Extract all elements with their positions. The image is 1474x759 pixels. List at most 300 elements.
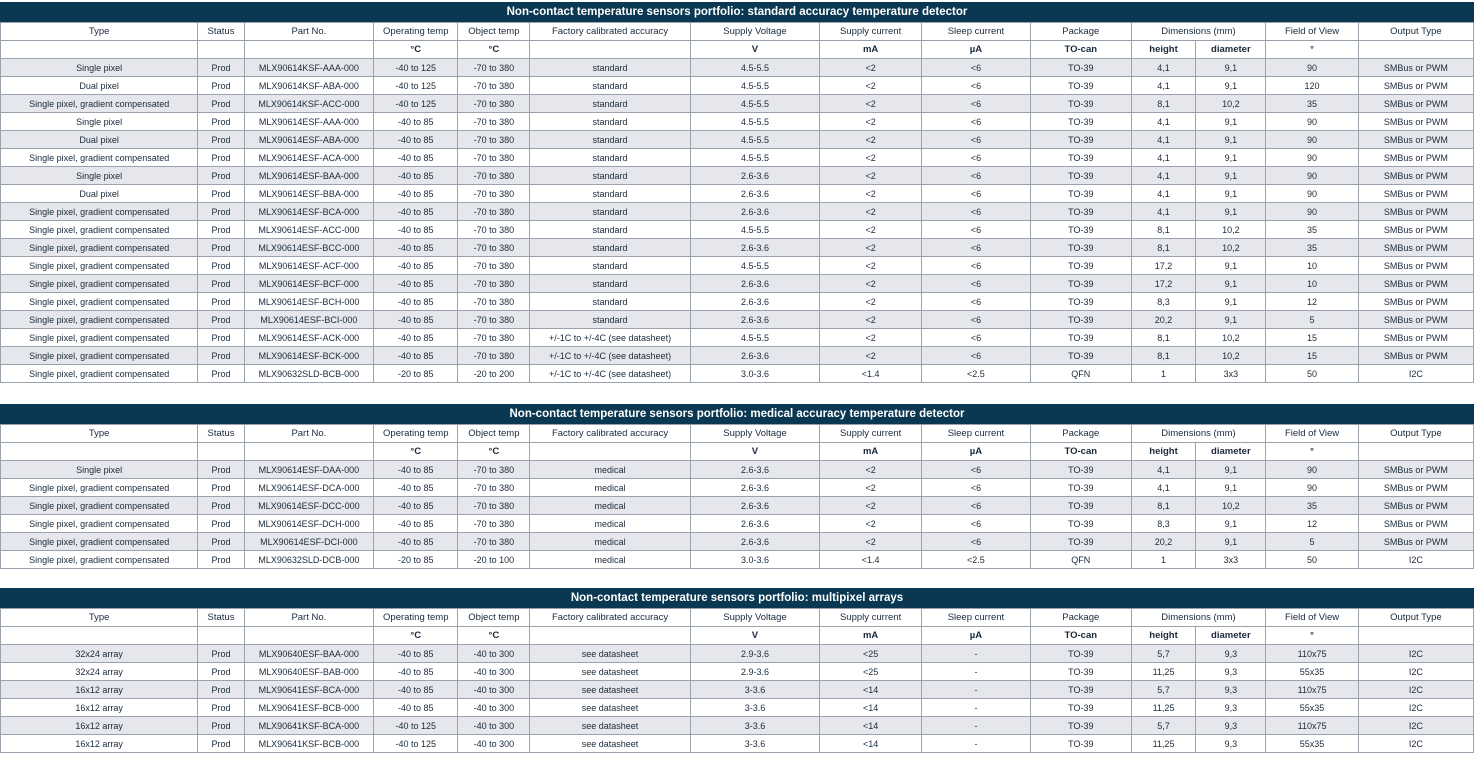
column-header: Status xyxy=(198,609,244,627)
cell-accuracy: standard xyxy=(530,275,690,293)
unit-cell xyxy=(1358,41,1473,59)
cell-status: Prod xyxy=(198,533,244,551)
cell-package: TO-39 xyxy=(1030,185,1131,203)
cell-object-temp: -70 to 380 xyxy=(458,185,530,203)
cell-field-of-view: 5 xyxy=(1266,311,1359,329)
cell-object-temp: -40 to 300 xyxy=(458,699,530,717)
cell-object-temp: -70 to 380 xyxy=(458,533,530,551)
cell-type: Single pixel, gradient compensated xyxy=(1,515,198,533)
cell-operating-temp: -40 to 125 xyxy=(374,77,458,95)
cell-field-of-view: 90 xyxy=(1266,479,1359,497)
portfolio-section-2 xyxy=(0,404,1474,569)
cell-supply-voltage: 2.6-3.6 xyxy=(690,479,820,497)
cell-dim-diameter: 9,1 xyxy=(1196,113,1266,131)
cell-accuracy: medical xyxy=(530,533,690,551)
unit-row xyxy=(1,41,1474,59)
column-header: Output Type xyxy=(1358,609,1473,627)
table-row xyxy=(1,461,1474,479)
cell-supply-voltage: 3.0-3.6 xyxy=(690,551,820,569)
cell-supply-voltage: 4.5-5.5 xyxy=(690,131,820,149)
cell-type: 32x24 array xyxy=(1,663,198,681)
cell-dim-diameter: 9,1 xyxy=(1196,311,1266,329)
table-row xyxy=(1,59,1474,77)
cell-dim-height: 17,2 xyxy=(1131,275,1196,293)
unit-cell: V xyxy=(690,41,820,59)
cell-part-no: MLX90614ESF-ABA-000 xyxy=(244,131,374,149)
cell-sleep-current: <6 xyxy=(921,257,1030,275)
unit-cell: µA xyxy=(921,41,1030,59)
table-row xyxy=(1,275,1474,293)
column-header: Status xyxy=(198,425,244,443)
unit-cell: mA xyxy=(820,627,922,645)
cell-type: Single pixel xyxy=(1,167,198,185)
cell-part-no: MLX90614ESF-AAA-000 xyxy=(244,113,374,131)
cell-supply-current: <2 xyxy=(820,497,922,515)
cell-sleep-current: - xyxy=(921,645,1030,663)
cell-operating-temp: -40 to 85 xyxy=(374,479,458,497)
cell-object-temp: -70 to 380 xyxy=(458,149,530,167)
cell-sleep-current: <6 xyxy=(921,515,1030,533)
table-row xyxy=(1,699,1474,717)
unit-row xyxy=(1,627,1474,645)
cell-package: TO-39 xyxy=(1030,533,1131,551)
cell-field-of-view: 90 xyxy=(1266,131,1359,149)
unit-cell: V xyxy=(690,627,820,645)
cell-output-type: SMBus or PWM xyxy=(1358,59,1473,77)
cell-object-temp: -70 to 380 xyxy=(458,239,530,257)
unit-cell: TO-can xyxy=(1030,627,1131,645)
cell-field-of-view: 35 xyxy=(1266,95,1359,113)
cell-supply-current: <14 xyxy=(820,735,922,753)
cell-field-of-view: 90 xyxy=(1266,203,1359,221)
unit-cell: diameter xyxy=(1196,627,1266,645)
cell-status: Prod xyxy=(198,347,244,365)
cell-output-type: SMBus or PWM xyxy=(1358,77,1473,95)
cell-supply-voltage: 3-3.6 xyxy=(690,735,820,753)
cell-dim-diameter: 9,3 xyxy=(1196,699,1266,717)
unit-cell xyxy=(1358,443,1473,461)
column-header: Supply Voltage xyxy=(690,609,820,627)
header-row xyxy=(1,23,1474,41)
cell-supply-voltage: 2.6-3.6 xyxy=(690,185,820,203)
cell-field-of-view: 5 xyxy=(1266,533,1359,551)
cell-sleep-current: <6 xyxy=(921,113,1030,131)
cell-dim-height: 4,1 xyxy=(1131,167,1196,185)
cell-supply-current: <14 xyxy=(820,681,922,699)
cell-supply-current: <2 xyxy=(820,131,922,149)
cell-supply-current: <2 xyxy=(820,533,922,551)
cell-package: TO-39 xyxy=(1030,293,1131,311)
cell-dim-diameter: 9,1 xyxy=(1196,167,1266,185)
unit-cell: °C xyxy=(374,443,458,461)
cell-object-temp: -70 to 380 xyxy=(458,131,530,149)
cell-type: Single pixel xyxy=(1,59,198,77)
cell-dim-height: 4,1 xyxy=(1131,185,1196,203)
cell-operating-temp: -40 to 85 xyxy=(374,533,458,551)
cell-supply-voltage: 2.6-3.6 xyxy=(690,275,820,293)
cell-supply-voltage: 4.5-5.5 xyxy=(690,329,820,347)
cell-object-temp: -70 to 380 xyxy=(458,311,530,329)
cell-supply-current: <2 xyxy=(820,113,922,131)
table-row xyxy=(1,131,1474,149)
cell-part-no: MLX90614ESF-BCA-000 xyxy=(244,203,374,221)
cell-sleep-current: <6 xyxy=(921,311,1030,329)
cell-package: TO-39 xyxy=(1030,77,1131,95)
column-header: Operating temp xyxy=(374,609,458,627)
cell-dim-height: 4,1 xyxy=(1131,113,1196,131)
cell-package: TO-39 xyxy=(1030,311,1131,329)
cell-dim-height: 8,3 xyxy=(1131,515,1196,533)
cell-accuracy: standard xyxy=(530,257,690,275)
cell-type: Single pixel xyxy=(1,461,198,479)
cell-part-no: MLX90614ESF-BCK-000 xyxy=(244,347,374,365)
cell-dim-height: 8,1 xyxy=(1131,221,1196,239)
cell-supply-current: <2 xyxy=(820,515,922,533)
unit-cell: °C xyxy=(374,627,458,645)
spec-table xyxy=(0,424,1474,569)
cell-field-of-view: 50 xyxy=(1266,551,1359,569)
cell-output-type: SMBus or PWM xyxy=(1358,479,1473,497)
cell-supply-voltage: 2.6-3.6 xyxy=(690,203,820,221)
cell-status: Prod xyxy=(198,681,244,699)
column-header: Supply Voltage xyxy=(690,425,820,443)
cell-output-type: I2C xyxy=(1358,681,1473,699)
section-title: Non-contact temperature sensors portfolio: standard accuracy temperature detector xyxy=(0,2,1474,22)
header-row xyxy=(1,609,1474,627)
spec-table xyxy=(0,608,1474,753)
cell-package: QFN xyxy=(1030,365,1131,383)
cell-operating-temp: -40 to 85 xyxy=(374,167,458,185)
unit-cell xyxy=(244,627,374,645)
cell-type: Dual pixel xyxy=(1,131,198,149)
cell-field-of-view: 90 xyxy=(1266,59,1359,77)
cell-dim-diameter: 9,1 xyxy=(1196,479,1266,497)
cell-dim-diameter: 10,2 xyxy=(1196,329,1266,347)
column-header: Factory calibrated accuracy xyxy=(530,609,690,627)
cell-dim-diameter: 10,2 xyxy=(1196,239,1266,257)
cell-dim-height: 20,2 xyxy=(1131,533,1196,551)
cell-sleep-current: <6 xyxy=(921,497,1030,515)
cell-operating-temp: -40 to 85 xyxy=(374,275,458,293)
cell-package: TO-39 xyxy=(1030,113,1131,131)
unit-cell: TO-can xyxy=(1030,41,1131,59)
cell-sleep-current: <6 xyxy=(921,185,1030,203)
cell-part-no: MLX90614ESF-BCI-000 xyxy=(244,311,374,329)
cell-sleep-current: <6 xyxy=(921,221,1030,239)
cell-sleep-current: <6 xyxy=(921,77,1030,95)
cell-package: TO-39 xyxy=(1030,59,1131,77)
cell-field-of-view: 110x75 xyxy=(1266,681,1359,699)
table-row xyxy=(1,221,1474,239)
cell-output-type: SMBus or PWM xyxy=(1358,275,1473,293)
table-row xyxy=(1,113,1474,131)
cell-package: TO-39 xyxy=(1030,515,1131,533)
cell-package: TO-39 xyxy=(1030,497,1131,515)
cell-dim-height: 20,2 xyxy=(1131,311,1196,329)
cell-dim-height: 5,7 xyxy=(1131,681,1196,699)
cell-accuracy: standard xyxy=(530,311,690,329)
cell-status: Prod xyxy=(198,113,244,131)
cell-field-of-view: 10 xyxy=(1266,257,1359,275)
cell-part-no: MLX90614ESF-BCF-000 xyxy=(244,275,374,293)
cell-field-of-view: 90 xyxy=(1266,461,1359,479)
column-header: Supply Voltage xyxy=(690,23,820,41)
cell-output-type: SMBus or PWM xyxy=(1358,185,1473,203)
table-row xyxy=(1,365,1474,383)
unit-cell: mA xyxy=(820,41,922,59)
column-header: Supply current xyxy=(820,609,922,627)
column-header: Sleep current xyxy=(921,425,1030,443)
column-header: Part No. xyxy=(244,23,374,41)
cell-supply-current: <2 xyxy=(820,149,922,167)
cell-field-of-view: 55x35 xyxy=(1266,699,1359,717)
cell-sleep-current: - xyxy=(921,663,1030,681)
cell-output-type: I2C xyxy=(1358,735,1473,753)
unit-cell xyxy=(198,627,244,645)
section-title: Non-contact temperature sensors portfolio: medical accuracy temperature detector xyxy=(0,404,1474,424)
cell-object-temp: -40 to 300 xyxy=(458,735,530,753)
unit-row xyxy=(1,443,1474,461)
cell-supply-voltage: 2.6-3.6 xyxy=(690,167,820,185)
cell-output-type: SMBus or PWM xyxy=(1358,311,1473,329)
cell-field-of-view: 50 xyxy=(1266,365,1359,383)
cell-dim-height: 11,25 xyxy=(1131,699,1196,717)
cell-accuracy: standard xyxy=(530,59,690,77)
portfolio-section-1 xyxy=(0,2,1474,383)
cell-sleep-current: <6 xyxy=(921,203,1030,221)
cell-type: Single pixel, gradient compensated xyxy=(1,275,198,293)
cell-package: TO-39 xyxy=(1030,461,1131,479)
cell-accuracy: medical xyxy=(530,461,690,479)
unit-cell: µA xyxy=(921,627,1030,645)
cell-sleep-current: <6 xyxy=(921,329,1030,347)
cell-output-type: I2C xyxy=(1358,645,1473,663)
cell-package: TO-39 xyxy=(1030,329,1131,347)
column-header: Dimensions (mm) xyxy=(1131,425,1266,443)
unit-cell xyxy=(198,41,244,59)
cell-sleep-current: <6 xyxy=(921,533,1030,551)
cell-package: TO-39 xyxy=(1030,221,1131,239)
cell-supply-voltage: 2.9-3.6 xyxy=(690,645,820,663)
cell-part-no: MLX90614ESF-DCA-000 xyxy=(244,479,374,497)
cell-accuracy: standard xyxy=(530,167,690,185)
cell-type: Single pixel, gradient compensated xyxy=(1,479,198,497)
cell-status: Prod xyxy=(198,293,244,311)
cell-type: 16x12 array xyxy=(1,699,198,717)
cell-operating-temp: -40 to 85 xyxy=(374,311,458,329)
cell-supply-current: <14 xyxy=(820,699,922,717)
cell-supply-current: <2 xyxy=(820,293,922,311)
cell-part-no: MLX90614ESF-DCC-000 xyxy=(244,497,374,515)
cell-supply-voltage: 4.5-5.5 xyxy=(690,149,820,167)
cell-dim-height: 8,1 xyxy=(1131,239,1196,257)
cell-dim-height: 8,1 xyxy=(1131,95,1196,113)
cell-operating-temp: -40 to 125 xyxy=(374,59,458,77)
cell-output-type: SMBus or PWM xyxy=(1358,239,1473,257)
cell-field-of-view: 90 xyxy=(1266,149,1359,167)
unit-cell xyxy=(530,41,690,59)
table-row xyxy=(1,347,1474,365)
cell-status: Prod xyxy=(198,239,244,257)
table-row xyxy=(1,167,1474,185)
column-header: Operating temp xyxy=(374,425,458,443)
cell-package: TO-39 xyxy=(1030,645,1131,663)
cell-type: Single pixel, gradient compensated xyxy=(1,95,198,113)
cell-part-no: MLX90614KSF-AAA-000 xyxy=(244,59,374,77)
cell-sleep-current: <2.5 xyxy=(921,551,1030,569)
cell-accuracy: medical xyxy=(530,551,690,569)
cell-package: TO-39 xyxy=(1030,95,1131,113)
cell-package: TO-39 xyxy=(1030,149,1131,167)
column-header: Package xyxy=(1030,425,1131,443)
cell-operating-temp: -40 to 85 xyxy=(374,699,458,717)
cell-dim-diameter: 9,3 xyxy=(1196,681,1266,699)
cell-part-no: MLX90614ESF-ACA-000 xyxy=(244,149,374,167)
cell-type: Single pixel, gradient compensated xyxy=(1,551,198,569)
cell-type: Dual pixel xyxy=(1,185,198,203)
table-row xyxy=(1,551,1474,569)
unit-cell: TO-can xyxy=(1030,443,1131,461)
cell-supply-voltage: 3.0-3.6 xyxy=(690,365,820,383)
cell-supply-current: <25 xyxy=(820,645,922,663)
cell-accuracy: standard xyxy=(530,113,690,131)
table-row xyxy=(1,717,1474,735)
cell-field-of-view: 110x75 xyxy=(1266,717,1359,735)
cell-type: Dual pixel xyxy=(1,77,198,95)
cell-status: Prod xyxy=(198,149,244,167)
cell-package: TO-39 xyxy=(1030,479,1131,497)
cell-field-of-view: 35 xyxy=(1266,497,1359,515)
cell-dim-diameter: 9,3 xyxy=(1196,663,1266,681)
cell-supply-voltage: 2.6-3.6 xyxy=(690,311,820,329)
cell-supply-voltage: 2.6-3.6 xyxy=(690,461,820,479)
cell-operating-temp: -40 to 85 xyxy=(374,329,458,347)
table-row xyxy=(1,533,1474,551)
cell-output-type: I2C xyxy=(1358,717,1473,735)
cell-operating-temp: -40 to 85 xyxy=(374,347,458,365)
cell-dim-height: 17,2 xyxy=(1131,257,1196,275)
cell-operating-temp: -40 to 85 xyxy=(374,461,458,479)
cell-sleep-current: <6 xyxy=(921,461,1030,479)
cell-accuracy: see datasheet xyxy=(530,663,690,681)
cell-output-type: SMBus or PWM xyxy=(1358,113,1473,131)
cell-object-temp: -70 to 380 xyxy=(458,257,530,275)
cell-object-temp: -20 to 200 xyxy=(458,365,530,383)
cell-dim-diameter: 9,3 xyxy=(1196,735,1266,753)
cell-supply-current: <2 xyxy=(820,239,922,257)
cell-object-temp: -70 to 380 xyxy=(458,479,530,497)
cell-supply-voltage: 2.6-3.6 xyxy=(690,239,820,257)
cell-supply-current: <2 xyxy=(820,347,922,365)
cell-part-no: MLX90641KSF-BCA-000 xyxy=(244,717,374,735)
cell-supply-current: <1.4 xyxy=(820,365,922,383)
cell-status: Prod xyxy=(198,735,244,753)
cell-status: Prod xyxy=(198,717,244,735)
cell-dim-height: 1 xyxy=(1131,551,1196,569)
cell-supply-current: <1.4 xyxy=(820,551,922,569)
cell-status: Prod xyxy=(198,95,244,113)
cell-type: 32x24 array xyxy=(1,645,198,663)
cell-supply-voltage: 4.5-5.5 xyxy=(690,95,820,113)
unit-cell: ° xyxy=(1266,627,1359,645)
unit-cell: °C xyxy=(458,443,530,461)
cell-part-no: MLX90614ESF-DCH-000 xyxy=(244,515,374,533)
cell-dim-diameter: 9,1 xyxy=(1196,293,1266,311)
table-row xyxy=(1,239,1474,257)
cell-output-type: SMBus or PWM xyxy=(1358,293,1473,311)
cell-status: Prod xyxy=(198,461,244,479)
cell-output-type: SMBus or PWM xyxy=(1358,533,1473,551)
table-row xyxy=(1,77,1474,95)
cell-output-type: SMBus or PWM xyxy=(1358,167,1473,185)
cell-part-no: MLX90614ESF-DAA-000 xyxy=(244,461,374,479)
cell-supply-voltage: 3-3.6 xyxy=(690,681,820,699)
cell-type: Single pixel, gradient compensated xyxy=(1,533,198,551)
cell-accuracy: see datasheet xyxy=(530,717,690,735)
cell-status: Prod xyxy=(198,645,244,663)
cell-output-type: SMBus or PWM xyxy=(1358,257,1473,275)
cell-field-of-view: 15 xyxy=(1266,347,1359,365)
table-row xyxy=(1,257,1474,275)
cell-dim-height: 8,1 xyxy=(1131,329,1196,347)
cell-sleep-current: <6 xyxy=(921,167,1030,185)
cell-dim-height: 4,1 xyxy=(1131,461,1196,479)
cell-operating-temp: -40 to 85 xyxy=(374,663,458,681)
unit-cell xyxy=(1,443,198,461)
unit-cell xyxy=(244,41,374,59)
cell-supply-current: <2 xyxy=(820,275,922,293)
unit-cell xyxy=(530,443,690,461)
cell-sleep-current: <6 xyxy=(921,131,1030,149)
cell-type: Single pixel, gradient compensated xyxy=(1,149,198,167)
column-header: Package xyxy=(1030,609,1131,627)
cell-dim-diameter: 9,1 xyxy=(1196,257,1266,275)
unit-cell xyxy=(1358,627,1473,645)
cell-status: Prod xyxy=(198,497,244,515)
cell-supply-current: <2 xyxy=(820,221,922,239)
cell-package: TO-39 xyxy=(1030,167,1131,185)
cell-status: Prod xyxy=(198,365,244,383)
cell-operating-temp: -40 to 85 xyxy=(374,131,458,149)
cell-accuracy: +/-1C to +/-4C (see datasheet) xyxy=(530,347,690,365)
cell-dim-diameter: 9,1 xyxy=(1196,77,1266,95)
cell-output-type: SMBus or PWM xyxy=(1358,95,1473,113)
cell-package: TO-39 xyxy=(1030,347,1131,365)
cell-accuracy: standard xyxy=(530,203,690,221)
cell-supply-voltage: 3-3.6 xyxy=(690,717,820,735)
cell-status: Prod xyxy=(198,329,244,347)
cell-type: Single pixel, gradient compensated xyxy=(1,239,198,257)
cell-type: Single pixel, gradient compensated xyxy=(1,311,198,329)
cell-sleep-current: <6 xyxy=(921,95,1030,113)
unit-cell: height xyxy=(1131,41,1196,59)
column-header: Type xyxy=(1,609,198,627)
cell-dim-diameter: 9,1 xyxy=(1196,533,1266,551)
cell-supply-current: <2 xyxy=(820,185,922,203)
table-row xyxy=(1,203,1474,221)
cell-operating-temp: -40 to 85 xyxy=(374,185,458,203)
column-header: Dimensions (mm) xyxy=(1131,23,1266,41)
cell-object-temp: -70 to 380 xyxy=(458,515,530,533)
cell-operating-temp: -20 to 85 xyxy=(374,551,458,569)
cell-part-no: MLX90641KSF-BCB-000 xyxy=(244,735,374,753)
cell-dim-height: 4,1 xyxy=(1131,479,1196,497)
cell-output-type: SMBus or PWM xyxy=(1358,149,1473,167)
table-row xyxy=(1,185,1474,203)
column-header: Supply current xyxy=(820,23,922,41)
cell-package: TO-39 xyxy=(1030,131,1131,149)
cell-accuracy: medical xyxy=(530,479,690,497)
